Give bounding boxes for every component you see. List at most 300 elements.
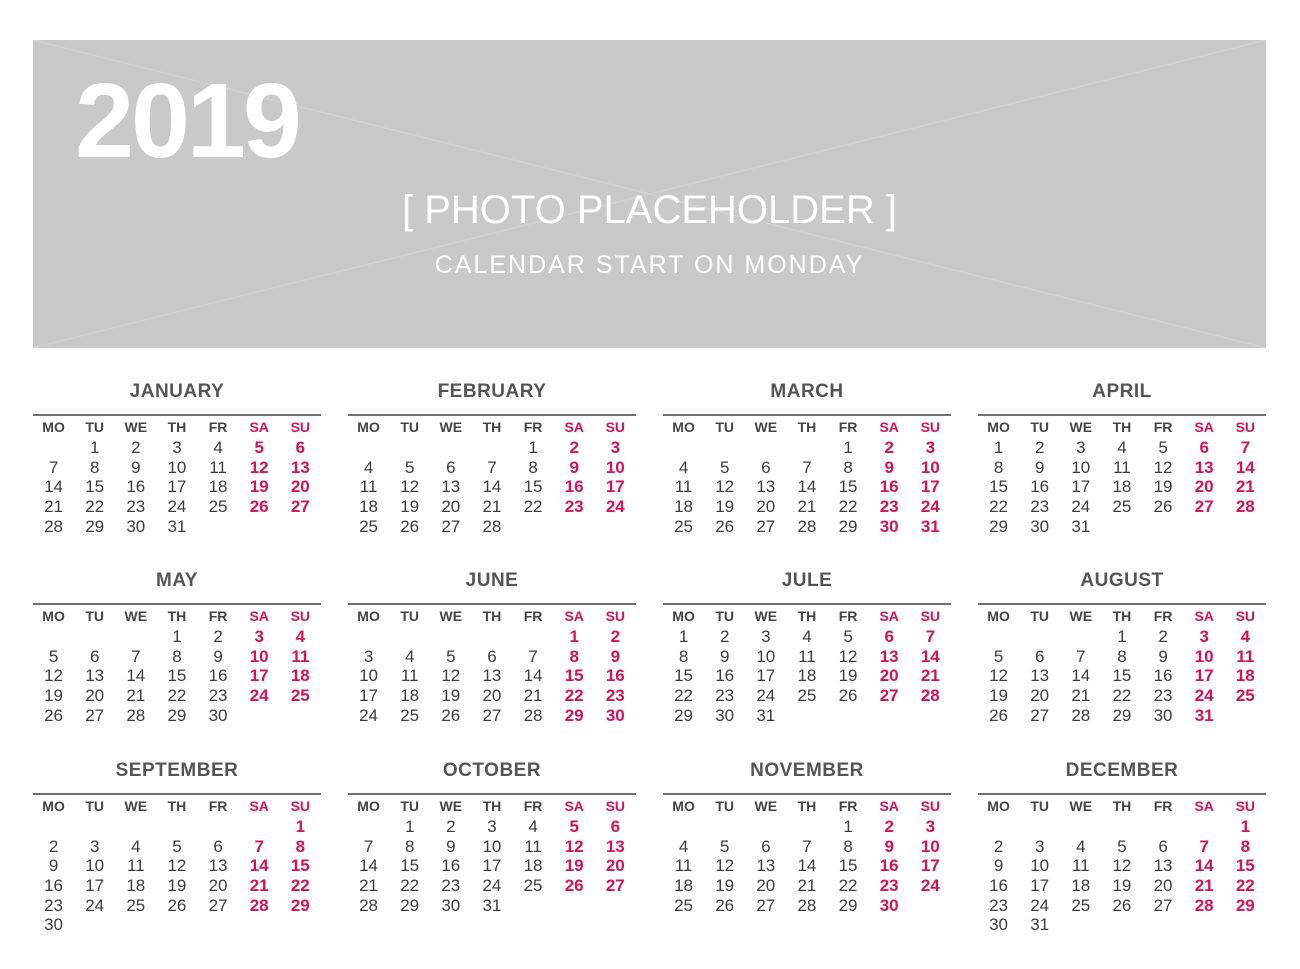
- day-cell: 13: [441, 477, 461, 497]
- day-cell: 17: [920, 477, 940, 497]
- day-cell: 23: [126, 497, 146, 517]
- day-cell: 20: [208, 876, 228, 896]
- day-cell: 12: [838, 646, 858, 666]
- weekday-label: TU: [715, 798, 735, 814]
- day-cell: 16: [208, 666, 228, 686]
- day-cell: 13: [85, 666, 105, 686]
- day-cell: 29: [838, 895, 858, 915]
- week-row: [348, 896, 636, 916]
- week-row: [663, 627, 951, 647]
- day-cell: 2: [569, 438, 579, 457]
- day-cell: 14: [1194, 856, 1214, 876]
- day-cell: [786, 438, 827, 458]
- day-cell: 19: [167, 876, 187, 896]
- day-cell: 24: [1071, 497, 1091, 517]
- week-row: [978, 706, 1266, 726]
- day-cell: 3: [487, 817, 497, 836]
- week-row: [33, 627, 321, 647]
- month-april: [978, 380, 1266, 536]
- day-cell: 11: [524, 836, 542, 856]
- day-cell: 7: [48, 457, 59, 477]
- day-cell: 27: [756, 895, 776, 915]
- day-cell: 13: [1194, 457, 1214, 477]
- day-cell: 15: [838, 477, 858, 497]
- day-cell: 26: [167, 895, 187, 915]
- day-cell: 2: [884, 438, 894, 457]
- week-row: [978, 817, 1266, 837]
- day-cell: 21: [249, 876, 269, 896]
- day-cell: 15: [1112, 666, 1132, 686]
- day-cell: 20: [290, 477, 310, 497]
- day-cell: 2: [213, 627, 223, 646]
- day-cell: 12: [167, 856, 187, 876]
- week-row: [348, 458, 636, 478]
- day-cell: [595, 517, 636, 537]
- day-cell: 11: [126, 856, 145, 876]
- year-title: 2019: [75, 62, 299, 180]
- weekday-header-row: [663, 416, 951, 438]
- day-cell: [828, 706, 869, 726]
- weekday-label: TH: [482, 798, 502, 814]
- week-row: [663, 706, 951, 726]
- day-cell: 14: [359, 856, 379, 876]
- weekday-label: WE: [1069, 419, 1093, 435]
- day-cell: 18: [126, 876, 146, 896]
- day-cell: 18: [1112, 477, 1132, 497]
- week-row: [33, 497, 321, 517]
- week-row: [663, 896, 951, 916]
- day-cell: 16: [715, 666, 735, 686]
- day-cell: 19: [44, 686, 64, 706]
- day-cell: [745, 438, 786, 458]
- day-cell: [280, 706, 321, 726]
- day-cell: 1: [295, 817, 306, 836]
- day-cell: 4: [404, 646, 415, 666]
- day-cell: 30: [879, 895, 899, 915]
- day-cell: [1101, 915, 1142, 935]
- weekday-label: TH: [167, 798, 187, 814]
- day-cell: [239, 817, 280, 837]
- day-cell: 26: [838, 686, 858, 706]
- day-cell: 3: [761, 627, 771, 646]
- weekday-label: WE: [124, 608, 148, 624]
- day-cell: 6: [1034, 646, 1045, 666]
- day-cell: [1225, 706, 1266, 726]
- day-cell: 23: [1030, 497, 1050, 517]
- day-cell: 22: [400, 876, 420, 896]
- day-cell: [33, 438, 74, 458]
- week-row: [978, 896, 1266, 916]
- day-cell: 13: [756, 856, 776, 876]
- day-cell: 17: [482, 856, 502, 876]
- day-cell: 22: [85, 497, 105, 517]
- day-cell: 16: [441, 856, 461, 876]
- day-cell: [910, 706, 951, 726]
- day-cell: 9: [48, 856, 59, 876]
- day-cell: 3: [254, 627, 264, 646]
- weekday-label: MO: [42, 419, 65, 435]
- day-cell: [978, 817, 1019, 837]
- day-cell: 30: [208, 705, 228, 725]
- weekday-label: FR: [523, 798, 543, 814]
- day-cell: 3: [1034, 836, 1045, 856]
- day-cell: [389, 438, 430, 458]
- week-row: [33, 666, 321, 686]
- weekday-label: WE: [754, 419, 778, 435]
- day-cell: 10: [482, 836, 502, 856]
- day-cell: 3: [89, 836, 100, 856]
- day-cell: 2: [48, 836, 59, 856]
- day-cell: [978, 627, 1019, 647]
- month-name: JULE: [781, 570, 833, 591]
- day-cell: 7: [1240, 438, 1251, 457]
- day-cell: 28: [523, 705, 543, 725]
- day-cell: 1: [89, 438, 100, 457]
- day-cell: 14: [797, 477, 817, 497]
- day-cell: [1225, 517, 1266, 537]
- day-cell: 4: [802, 627, 812, 646]
- day-cell: [1060, 627, 1101, 647]
- day-cell: [115, 627, 156, 647]
- day-cell: 23: [879, 497, 899, 517]
- day-cell: 29: [564, 705, 584, 725]
- day-cell: 17: [1071, 477, 1091, 497]
- day-cell: 5: [719, 457, 730, 477]
- day-cell: 23: [441, 876, 461, 896]
- day-cell: 8: [843, 457, 853, 477]
- weekday-label: FR: [523, 608, 543, 624]
- day-cell: 4: [363, 457, 374, 477]
- weekday-label: SA: [879, 798, 899, 814]
- weekday-label: TH: [482, 608, 502, 624]
- day-cell: 7: [1199, 836, 1209, 856]
- weekday-header-row: [348, 416, 636, 438]
- week-row: [663, 666, 951, 686]
- day-cell: 4: [1240, 627, 1251, 646]
- weekday-label: MO: [42, 798, 65, 814]
- day-cell: 19: [715, 876, 735, 896]
- week-row: [33, 876, 321, 896]
- day-cell: 11: [1071, 856, 1090, 876]
- day-cell: 26: [715, 895, 735, 915]
- day-cell: 28: [359, 895, 379, 915]
- week-row: [33, 856, 321, 876]
- day-cell: 1: [528, 438, 538, 457]
- day-cell: 5: [1158, 438, 1168, 457]
- weekday-label: SA: [249, 798, 269, 814]
- day-cell: [1060, 915, 1101, 935]
- day-cell: 17: [605, 477, 625, 497]
- weekday-label: MO: [357, 419, 380, 435]
- day-cell: 2: [610, 627, 621, 646]
- day-cell: 19: [249, 477, 269, 497]
- day-cell: 21: [797, 876, 817, 896]
- day-cell: [471, 438, 512, 458]
- weekday-label: TU: [85, 419, 105, 435]
- day-cell: 21: [1235, 477, 1255, 497]
- weekday-label: TU: [1030, 798, 1050, 814]
- day-cell: 23: [879, 876, 899, 896]
- weekday-label: WE: [1069, 798, 1093, 814]
- weekday-label: TH: [797, 419, 817, 435]
- day-cell: 11: [1236, 646, 1255, 666]
- day-cell: 28: [249, 895, 269, 915]
- week-row: [663, 647, 951, 667]
- day-cell: 7: [131, 646, 141, 666]
- day-cell: 8: [89, 457, 100, 477]
- day-cell: 6: [1199, 438, 1209, 457]
- day-cell: 6: [761, 457, 771, 477]
- weekday-label: SA: [564, 608, 584, 624]
- week-row: [348, 706, 636, 726]
- week-row: [978, 856, 1266, 876]
- week-row: [978, 477, 1266, 497]
- day-cell: 3: [172, 438, 182, 457]
- weekday-header-row: [663, 605, 951, 627]
- weekday-label: MO: [987, 798, 1010, 814]
- day-cell: 10: [167, 457, 187, 477]
- weekday-header-row: [33, 795, 321, 817]
- week-row: [663, 517, 951, 537]
- day-cell: 25: [400, 705, 420, 725]
- day-cell: 11: [359, 477, 378, 497]
- day-cell: 6: [761, 836, 771, 856]
- day-cell: 26: [1112, 895, 1132, 915]
- month-march: [663, 380, 951, 536]
- day-cell: 25: [126, 895, 146, 915]
- day-cell: 17: [167, 477, 187, 497]
- day-cell: 31: [1030, 915, 1050, 935]
- weekday-label: TH: [482, 419, 502, 435]
- day-cell: 25: [290, 686, 310, 706]
- day-cell: 13: [290, 457, 310, 477]
- day-cell: 18: [290, 666, 310, 686]
- month-october: [348, 759, 636, 915]
- day-cell: 25: [674, 895, 694, 915]
- day-cell: 8: [678, 646, 689, 666]
- day-cell: 27: [441, 516, 461, 536]
- week-row: [978, 438, 1266, 458]
- day-cell: 30: [989, 915, 1009, 935]
- weekday-label: MO: [672, 608, 695, 624]
- day-cell: [33, 817, 74, 837]
- month-february: [348, 380, 636, 536]
- day-cell: 17: [1030, 876, 1050, 896]
- day-cell: 29: [1235, 895, 1255, 915]
- week-row: [978, 666, 1266, 686]
- weekday-label: FR: [523, 419, 543, 435]
- week-row: [663, 686, 951, 706]
- weekday-label: SA: [1194, 608, 1214, 624]
- week-row: [978, 517, 1266, 537]
- week-row: [33, 837, 321, 857]
- weekday-label: WE: [1069, 608, 1093, 624]
- day-cell: 5: [48, 646, 59, 666]
- day-cell: 19: [400, 497, 420, 517]
- day-cell: [704, 438, 745, 458]
- day-cell: 5: [719, 836, 730, 856]
- weekday-label: SU: [920, 419, 941, 435]
- weekday-label: MO: [357, 608, 380, 624]
- day-cell: 27: [1194, 497, 1214, 517]
- day-cell: 31: [920, 516, 940, 536]
- day-cell: 6: [446, 457, 456, 477]
- month-may: [33, 569, 321, 725]
- day-cell: 7: [802, 836, 812, 856]
- weekday-label: FR: [1153, 798, 1173, 814]
- day-cell: [786, 817, 827, 837]
- weekday-label: TH: [797, 608, 817, 624]
- week-row: [33, 647, 321, 667]
- day-cell: [1143, 517, 1184, 537]
- day-cell: 25: [208, 497, 228, 517]
- day-cell: 27: [756, 516, 776, 536]
- day-cell: 8: [993, 457, 1004, 477]
- day-cell: [910, 896, 951, 916]
- day-cell: 12: [1153, 457, 1173, 477]
- day-cell: 25: [1071, 895, 1091, 915]
- week-row: [33, 686, 321, 706]
- month-september: [33, 759, 321, 935]
- week-row: [348, 876, 636, 896]
- day-cell: 10: [920, 836, 940, 856]
- day-cell: [430, 438, 471, 458]
- day-cell: 10: [249, 646, 269, 666]
- day-cell: 1: [569, 627, 579, 646]
- day-cell: [513, 627, 554, 647]
- month-december: [978, 759, 1266, 935]
- day-cell: 2: [446, 817, 456, 836]
- weekday-label: WE: [754, 798, 778, 814]
- day-cell: [786, 706, 827, 726]
- day-cell: 21: [797, 497, 817, 517]
- weekday-label: WE: [124, 798, 148, 814]
- day-cell: [389, 627, 430, 647]
- day-cell: 4: [213, 438, 223, 457]
- day-cell: 25: [1235, 686, 1255, 706]
- weekday-label: FR: [838, 798, 858, 814]
- day-cell: 30: [1030, 516, 1050, 536]
- day-cell: 27: [482, 705, 502, 725]
- weekday-label: SU: [920, 798, 941, 814]
- day-cell: 10: [1194, 646, 1214, 666]
- weekday-label: MO: [672, 419, 695, 435]
- day-cell: 27: [290, 497, 310, 517]
- month-name: JANUARY: [129, 381, 225, 402]
- day-cell: 3: [363, 646, 374, 666]
- day-cell: 10: [605, 457, 625, 477]
- week-row: [663, 876, 951, 896]
- day-cell: 16: [1153, 666, 1173, 686]
- day-cell: 6: [884, 627, 894, 646]
- month-name: FEBRUARY: [437, 381, 547, 402]
- placeholder-subtitle: CALENDAR START ON MONDAY: [434, 251, 865, 279]
- day-cell: 4: [678, 457, 689, 477]
- photo-placeholder: [33, 40, 1266, 348]
- weekday-label: FR: [1153, 608, 1173, 624]
- day-cell: [663, 438, 704, 458]
- day-cell: [198, 517, 239, 537]
- day-cell: 20: [1153, 876, 1173, 896]
- weekday-label: TU: [715, 608, 735, 624]
- day-cell: [156, 817, 197, 837]
- day-cell: 17: [756, 666, 776, 686]
- day-cell: 2: [993, 836, 1004, 856]
- day-cell: 21: [523, 686, 543, 706]
- day-cell: 31: [756, 705, 776, 725]
- day-cell: 4: [1076, 836, 1086, 856]
- day-cell: 2: [719, 627, 730, 646]
- day-cell: 15: [838, 856, 858, 876]
- day-cell: 2: [131, 438, 141, 457]
- day-cell: 29: [1112, 705, 1132, 725]
- day-cell: 15: [290, 856, 310, 876]
- day-cell: 9: [569, 457, 579, 477]
- day-cell: 19: [989, 686, 1009, 706]
- day-cell: 22: [838, 497, 858, 517]
- weekday-label: SU: [1235, 798, 1256, 814]
- day-cell: [430, 627, 471, 647]
- day-cell: 23: [564, 497, 584, 517]
- day-cell: 24: [249, 686, 269, 706]
- day-cell: 16: [126, 477, 146, 497]
- day-cell: 9: [884, 457, 894, 477]
- day-cell: 3: [610, 438, 621, 457]
- day-cell: 20: [85, 686, 105, 706]
- week-row: [978, 458, 1266, 478]
- day-cell: 21: [44, 497, 64, 517]
- day-cell: 1: [1240, 817, 1251, 836]
- day-cell: 25: [797, 686, 817, 706]
- week-row: [663, 817, 951, 837]
- day-cell: 28: [1235, 497, 1255, 517]
- day-cell: [1019, 817, 1060, 837]
- day-cell: 17: [920, 856, 940, 876]
- day-cell: 17: [1194, 666, 1214, 686]
- day-cell: 27: [605, 876, 625, 896]
- day-cell: 14: [523, 666, 543, 686]
- week-row: [348, 627, 636, 647]
- day-cell: 17: [85, 876, 105, 896]
- day-cell: 20: [482, 686, 502, 706]
- day-cell: 9: [213, 646, 223, 666]
- weekday-label: FR: [208, 419, 228, 435]
- day-cell: 12: [441, 666, 461, 686]
- day-cell: [513, 517, 554, 537]
- day-cell: 30: [605, 705, 625, 725]
- weekday-label: SA: [564, 798, 584, 814]
- day-cell: 13: [605, 836, 625, 856]
- day-cell: 27: [85, 705, 105, 725]
- weekday-label: SU: [605, 419, 626, 435]
- day-cell: 3: [925, 438, 936, 457]
- day-cell: 24: [1030, 895, 1050, 915]
- day-cell: 18: [400, 686, 420, 706]
- day-cell: [74, 627, 115, 647]
- day-cell: 21: [359, 876, 379, 896]
- weekday-header-row: [348, 605, 636, 627]
- weekday-header-row: [663, 795, 951, 817]
- day-cell: 12: [400, 477, 420, 497]
- weekday-label: TH: [1112, 608, 1132, 624]
- month-january: [33, 380, 321, 536]
- day-cell: 8: [569, 646, 579, 666]
- day-cell: 9: [131, 457, 141, 477]
- day-cell: [745, 817, 786, 837]
- day-cell: 11: [798, 646, 816, 666]
- day-cell: 12: [44, 666, 64, 686]
- weekday-label: SA: [564, 419, 584, 435]
